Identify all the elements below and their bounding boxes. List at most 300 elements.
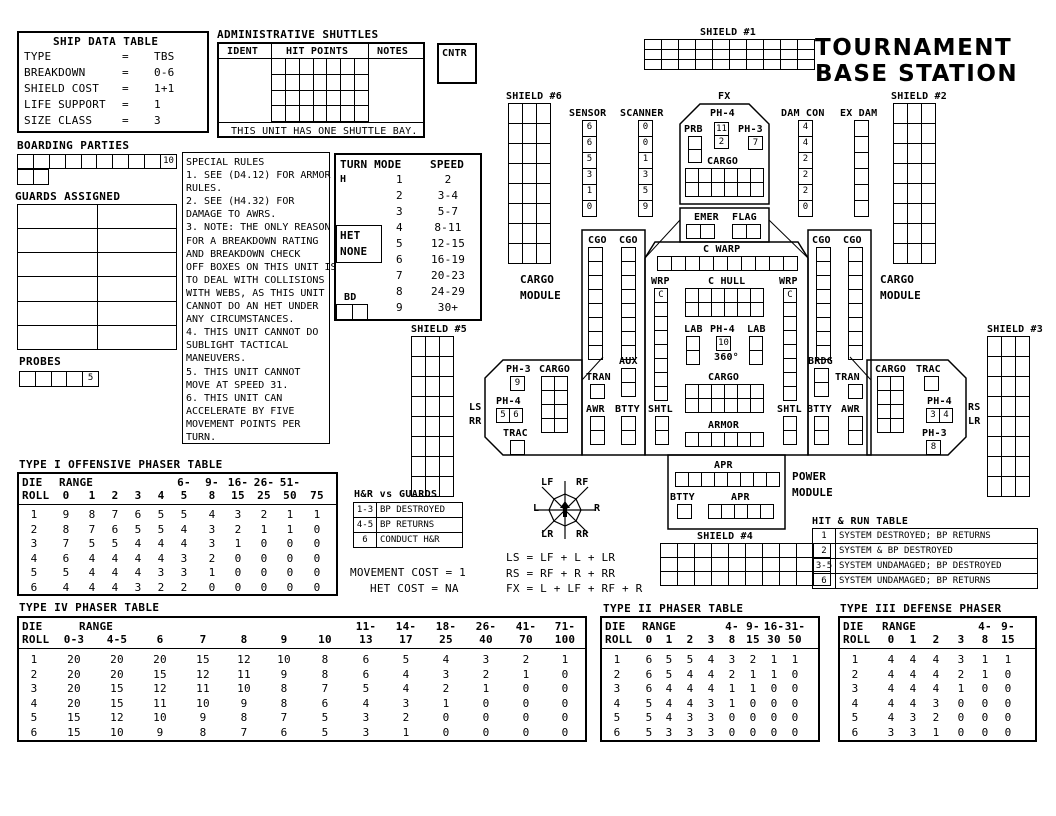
header-range: 8 — [208, 489, 216, 502]
cgo-left-1-boxes[interactable] — [588, 247, 603, 360]
table-cell: 7 — [111, 508, 119, 521]
center-ph4-box[interactable] — [716, 336, 731, 351]
center-ph4-arc: 360° — [714, 352, 739, 363]
cgo-left-1-label: CGO — [588, 235, 607, 246]
table-cell: 4 — [909, 696, 917, 710]
shtl-left-boxes[interactable] — [655, 416, 669, 445]
table — [353, 502, 463, 548]
table-cell: 0 — [770, 696, 778, 710]
cgo-right-1-label: CGO — [812, 235, 831, 246]
fx-cargo-label: CARGO — [707, 156, 739, 167]
roll-cell: 1-3 — [354, 503, 377, 518]
table-cell: 4 — [909, 682, 917, 695]
table-cell: 2 — [932, 711, 940, 724]
lab-left-boxes[interactable] — [686, 336, 700, 365]
header-range: 2 — [111, 489, 119, 502]
table-cell: 0 — [728, 725, 736, 739]
result-cell: SYSTEM & BP DESTROYED — [836, 544, 1038, 559]
prb-boxes[interactable] — [688, 136, 702, 163]
compass-r: R — [594, 503, 601, 514]
table-cell: 5 — [645, 711, 653, 724]
table-cell: 6 — [645, 682, 653, 695]
speed-value: 8-11 — [434, 221, 462, 234]
cgo-left-2-label: CGO — [619, 235, 638, 246]
table-cell: 8 — [280, 682, 288, 695]
table-cell: 9 — [156, 725, 164, 739]
btty-right-boxes[interactable] — [814, 416, 829, 445]
table-cell: 4 — [30, 551, 38, 565]
cargo-module-left-l1: CARGO — [520, 273, 555, 286]
table-cell: 15 — [196, 653, 210, 666]
title-line1: TOURNAMENT — [815, 35, 1013, 61]
box-value: 5 — [497, 409, 510, 423]
table-cell: 5 — [157, 508, 165, 521]
phaser1-heading: TYPE I OFFENSIVE PHASER TABLE — [19, 458, 223, 471]
header-top: DIE — [843, 620, 864, 633]
table-cell: 4 — [111, 566, 119, 579]
shtl-right-label: SHTL — [777, 404, 802, 415]
table-cell: 10 — [153, 711, 167, 724]
fx-ph3-box[interactable] — [748, 136, 763, 150]
cargo-module-right-l1: CARGO — [880, 273, 915, 286]
table-cell: 0 — [234, 566, 242, 579]
fx-cargo-boxes[interactable] — [685, 168, 764, 197]
tran-left-box[interactable] — [590, 384, 605, 399]
header-range: 7 — [199, 633, 207, 646]
table-cell: 10 — [110, 725, 124, 739]
emer-boxes[interactable] — [686, 224, 715, 239]
phaser2-heading: TYPE II PHASER TABLE — [603, 602, 744, 615]
header-range: 9 — [280, 633, 288, 646]
exdam-label: EX DAM — [840, 108, 878, 119]
table-cell: 0 — [981, 682, 989, 695]
header-range: 15 — [231, 489, 245, 502]
table-cell: 2 — [728, 667, 736, 681]
wrp-left-boxes[interactable] — [654, 288, 668, 401]
header-top: DIE — [22, 476, 43, 489]
table-cell: 5 — [111, 537, 119, 550]
box-value: 10 — [717, 337, 731, 351]
table-cell: 8 — [321, 667, 329, 681]
shield-3-label: SHIELD #3 — [987, 324, 1043, 335]
chull-label: C HULL — [708, 276, 746, 287]
lab-left-label: LAB — [684, 324, 703, 335]
table-cell: 4 — [111, 580, 119, 594]
table-cell: 4 — [686, 667, 694, 681]
table-cell: 4 — [887, 696, 895, 710]
header-top: DIE — [605, 620, 626, 633]
box-value: 0 — [583, 201, 597, 217]
box-value: 6 — [583, 137, 597, 153]
rule-line: MOVEMENT POINTS PER — [186, 418, 301, 430]
shield-6-label: SHIELD #6 — [506, 91, 562, 102]
header-range: 0 — [645, 633, 653, 646]
table-cell: 6 — [111, 522, 119, 536]
header-range: 30 — [767, 633, 781, 646]
awr-left-boxes[interactable] — [590, 416, 605, 445]
compass-lf: LF — [541, 477, 554, 488]
lab-right-boxes[interactable] — [749, 336, 763, 365]
table-cell: 0 — [208, 580, 216, 594]
table-cell: 0 — [561, 682, 569, 695]
breakdown-boxes[interactable] — [336, 304, 368, 320]
awr-right-boxes[interactable] — [848, 416, 863, 445]
table-cell: 4 — [707, 667, 715, 681]
roll-cell: 4-5 — [354, 518, 377, 533]
formula-rs: RS = RF + R + RR — [506, 567, 616, 580]
table-cell: 1 — [30, 653, 38, 666]
table-cell: 0 — [957, 696, 965, 710]
lw-ph4-boxes[interactable] — [496, 408, 523, 423]
table-cell: 3 — [134, 580, 142, 594]
fx-ph4-boxes[interactable] — [714, 122, 729, 149]
shield-4-boxes[interactable] — [660, 543, 831, 586]
table-cell: 4 — [88, 551, 96, 565]
table-cell: 7 — [280, 711, 288, 724]
cwarp-boxes[interactable] — [657, 256, 798, 271]
btty-left-boxes[interactable] — [621, 416, 636, 445]
table-cell: 3 — [362, 711, 370, 724]
rw-ph3-box[interactable] — [926, 440, 941, 455]
table-cell: 0 — [957, 725, 965, 739]
rw-trac-label: TRAC — [916, 364, 941, 375]
lw-trac-label: TRAC — [503, 428, 528, 439]
header-top: 51- — [279, 476, 301, 489]
cargo-module-right-l2: MODULE — [880, 289, 921, 302]
exdam-boxes[interactable] — [854, 120, 869, 217]
roll-cell: 1 — [813, 529, 836, 544]
box-value: C — [655, 289, 668, 303]
table-cell: 3 — [957, 653, 965, 666]
table-cell: 1 — [613, 653, 621, 666]
power-btty-box[interactable] — [677, 504, 692, 519]
formula-ls: LS = LF + L + LR — [506, 551, 616, 564]
table-cell: 0 — [561, 696, 569, 710]
table-cell: 4 — [665, 711, 673, 724]
header-top: 4- — [725, 620, 739, 633]
rw-ph4-boxes[interactable] — [926, 408, 953, 423]
armor-label: ARMOR — [708, 420, 740, 431]
table-cell: 3 — [613, 682, 621, 695]
lw-cargo-boxes[interactable] — [541, 376, 568, 433]
table-cell: 0 — [1004, 725, 1012, 739]
table-cell: 12 — [196, 667, 210, 681]
ship-data-value: 3 — [154, 114, 161, 127]
boarding-party-extra[interactable] — [17, 169, 49, 185]
table-cell: 11 — [196, 682, 210, 695]
table-cell: 3 — [157, 566, 165, 579]
shuttle-hit-point-boxes[interactable] — [271, 58, 369, 122]
table-cell: 1 — [957, 682, 965, 695]
awr-right-label: AWR — [841, 404, 860, 415]
speed-value: 12-15 — [430, 237, 466, 250]
table-cell: 3 — [686, 711, 694, 724]
table-cell: 3 — [909, 725, 917, 739]
table-cell: 20 — [153, 653, 167, 666]
table-cell: 5 — [134, 522, 142, 536]
header-range: 25 — [439, 633, 453, 646]
shield-2-boxes[interactable] — [893, 103, 936, 264]
ship-data-eq: = — [122, 50, 129, 63]
fx-ph3-label: PH-3 — [738, 124, 763, 135]
table-cell: 3 — [707, 711, 715, 724]
table-cell: 4 — [686, 696, 694, 710]
result-cell: SYSTEM UNDAMAGED; BP DESTROYED — [836, 559, 1038, 574]
turn-mode-value: 1 — [396, 173, 403, 186]
table-cell: 6 — [613, 725, 621, 739]
roll-cell: 6 — [354, 533, 377, 548]
apr-top-boxes[interactable] — [675, 472, 780, 487]
table-cell: 4 — [665, 682, 673, 695]
table-cell: 2 — [157, 580, 165, 594]
ship-data-heading: SHIP DATA TABLE — [53, 35, 159, 48]
shield-5-boxes[interactable] — [411, 336, 454, 497]
cgo-left-2-boxes[interactable] — [621, 247, 636, 360]
shield-6-boxes[interactable] — [508, 103, 551, 264]
table-cell: 6 — [362, 667, 370, 681]
table-cell: 2 — [234, 522, 242, 536]
box-value: 5 — [583, 153, 597, 169]
rw-rs-label: RS — [968, 402, 981, 413]
table-cell: 2 — [482, 667, 490, 681]
box-value: 8 — [927, 441, 941, 455]
rule-line: 4. THIS UNIT CANNOT DO — [186, 327, 319, 339]
table-cell: 4 — [62, 580, 70, 594]
table-cell: 4 — [134, 551, 142, 565]
header-top: RANGE — [642, 620, 677, 633]
cgo-right-1-boxes[interactable] — [816, 247, 831, 360]
flag-boxes[interactable] — [732, 224, 761, 239]
cntr-label: CNTR — [442, 48, 467, 59]
rule-line: CANNOT DO AN HET UNDER — [186, 301, 319, 313]
header-top: 9- — [1001, 620, 1015, 633]
btty-right-label: BTTY — [807, 404, 832, 415]
rw-trac-box[interactable] — [924, 376, 939, 391]
table-cell: 0 — [260, 551, 268, 565]
power-btty-label: BTTY — [670, 492, 695, 503]
armor-boxes[interactable] — [685, 432, 764, 447]
apr-bottom-boxes[interactable] — [708, 504, 774, 519]
rw-cargo-label: CARGO — [875, 364, 907, 375]
header-range: 4-5 — [106, 633, 128, 646]
shield-5-label: SHIELD #5 — [411, 324, 467, 335]
table-cell: 6 — [645, 653, 653, 666]
header-range: 10 — [318, 633, 332, 646]
speed-heading: SPEED — [430, 158, 465, 171]
rule-line: 2. SEE (H4.32) FOR — [186, 196, 295, 208]
roll-cell: 3-5 — [813, 559, 836, 574]
guards-heading: GUARDS ASSIGNED — [15, 190, 121, 203]
table-cell: 1 — [749, 682, 757, 695]
table-cell: 15 — [67, 711, 81, 724]
table-cell: 5 — [851, 711, 859, 724]
center-cargo-boxes[interactable] — [685, 384, 764, 413]
table-cell: 8 — [321, 653, 329, 666]
shuttles-col-notes: NOTES — [377, 46, 409, 57]
table-cell: 2 — [442, 682, 450, 695]
tran-left-label: TRAN — [586, 372, 611, 383]
table-cell: 20 — [67, 653, 81, 666]
shtl-right-boxes[interactable] — [783, 416, 797, 445]
fx-ph4-label: PH-4 — [710, 108, 735, 119]
table-cell: 1 — [770, 653, 778, 666]
header-range: 1 — [665, 633, 673, 646]
shield-1-boxes[interactable] — [644, 39, 815, 70]
table-cell: 0 — [1004, 682, 1012, 695]
ship-data-key: BREAKDOWN — [24, 66, 86, 79]
table-cell: 0 — [1004, 711, 1012, 724]
table-cell: 4 — [157, 551, 165, 565]
table-cell: 4 — [208, 508, 216, 521]
table-cell: 4 — [932, 667, 940, 681]
turn-mode-value: 5 — [396, 237, 403, 250]
table-cell: 11 — [153, 696, 167, 710]
table-cell: 4 — [887, 653, 895, 666]
header-top: RANGE — [882, 620, 917, 633]
table-cell: 5 — [665, 653, 673, 666]
table-cell: 0 — [791, 711, 799, 724]
box-value: 9 — [639, 201, 653, 217]
speed-value: 24-29 — [430, 285, 466, 298]
shuttles-col-hp: HIT POINTS — [286, 46, 349, 57]
table-cell: 0 — [482, 725, 490, 739]
table-cell: 3 — [707, 696, 715, 710]
table-cell: 0 — [791, 725, 799, 739]
ship-data-eq: = — [122, 66, 129, 79]
lw-ph3-box[interactable] — [510, 376, 525, 391]
table-cell: 1 — [932, 725, 940, 739]
table-cell: 3 — [208, 537, 216, 550]
header-top: RANGE — [79, 620, 114, 633]
shield-3-boxes[interactable] — [987, 336, 1030, 497]
table-cell: 15 — [153, 667, 167, 681]
header-top: 4- — [978, 620, 992, 633]
table-cell: 3 — [234, 508, 242, 521]
rule-line: ANY CIRCUMSTANCES. — [186, 314, 295, 326]
table-cell: 0 — [260, 566, 268, 579]
scanner-boxes[interactable] — [638, 120, 653, 217]
cwarp-label: C WARP — [703, 244, 741, 255]
table-cell: 0 — [522, 725, 530, 739]
table-cell: 4 — [88, 580, 96, 594]
btty-left-label: BTTY — [615, 404, 640, 415]
header-top: 11- — [355, 620, 377, 633]
compass-lr: LR — [541, 529, 554, 540]
table-cell: 5 — [62, 566, 70, 579]
header-range: 3 — [707, 633, 715, 646]
table-cell: 20 — [67, 682, 81, 695]
table-cell: 4 — [111, 551, 119, 565]
table-cell: 20 — [67, 667, 81, 681]
guards-boxes[interactable] — [17, 204, 177, 350]
turn-mode-table — [334, 153, 482, 321]
ship-data-value: 0-6 — [154, 66, 175, 79]
boarding-party-boxes[interactable] — [17, 154, 177, 169]
rw-ph4-label: PH-4 — [927, 396, 952, 407]
table-cell: 0 — [313, 551, 321, 565]
lw-ph3-label: PH-3 — [506, 364, 531, 375]
table-cell: 1 — [561, 653, 569, 666]
table-cell: 0 — [957, 711, 965, 724]
table-cell: 0 — [561, 725, 569, 739]
table-cell: 4 — [180, 522, 188, 536]
turn-mode-value: 6 — [396, 253, 403, 266]
table-cell: 6 — [851, 725, 859, 739]
table-cell: 0 — [286, 537, 294, 550]
table-cell: 12 — [237, 653, 251, 666]
table-cell: 0 — [770, 682, 778, 695]
tran-right-box[interactable] — [848, 384, 863, 399]
speed-value: 16-19 — [430, 253, 466, 266]
sensor-label: SENSOR — [569, 108, 607, 119]
header-range: 5 — [180, 489, 188, 502]
table-cell: 0 — [749, 711, 757, 724]
table-cell: 1 — [1004, 653, 1012, 666]
damcon-boxes[interactable] — [798, 120, 813, 217]
special-rules — [182, 152, 337, 444]
table-cell: 0 — [791, 682, 799, 695]
wrp-left-label: WRP — [651, 276, 670, 287]
title-line2: BASE STATION — [815, 61, 1019, 87]
speed-value: 2 — [444, 173, 452, 186]
table-cell: 3 — [30, 682, 38, 695]
header-top: DIE — [22, 620, 43, 633]
table-cell: 6 — [645, 667, 653, 681]
table-cell: 4 — [157, 537, 165, 550]
table-cell: 3 — [402, 696, 410, 710]
header-top: RANGE — [59, 476, 94, 489]
table-cell: 0 — [482, 696, 490, 710]
lw-trac-box[interactable] — [510, 440, 525, 455]
wrp-right-boxes[interactable] — [783, 288, 797, 401]
box-value: 5 — [639, 185, 653, 201]
table-cell: 1 — [522, 667, 530, 681]
table-cell: 8 — [88, 508, 96, 521]
brdg-boxes[interactable] — [814, 368, 829, 397]
table-cell: 4 — [909, 653, 917, 666]
table-cell: 9 — [280, 667, 288, 681]
header-range: 50 — [788, 633, 802, 646]
rw-cargo-boxes[interactable] — [877, 376, 904, 433]
table-cell: 4 — [180, 537, 188, 550]
sensor-boxes[interactable] — [582, 120, 597, 217]
probe-boxes[interactable] — [19, 371, 99, 387]
table-cell: 20 — [110, 653, 124, 666]
header-range: 1 — [909, 633, 917, 646]
table-cell: 4 — [851, 696, 859, 710]
turn-mode-value: 3 — [396, 205, 403, 218]
table-cell: 1 — [234, 537, 242, 550]
header-range: 17 — [399, 633, 413, 646]
lw-rr-label: RR — [469, 416, 482, 427]
table-cell: 10 — [196, 696, 210, 710]
table-cell: 1 — [260, 522, 268, 536]
table-cell: 0 — [1004, 667, 1012, 681]
box-value: 1 — [583, 185, 597, 201]
table-cell: 4 — [887, 667, 895, 681]
rw-ph3-label: PH-3 — [922, 428, 947, 439]
box-value: 9 — [511, 377, 525, 391]
rule-line: WITH WEBS, AS THIS UNIT — [186, 287, 325, 299]
aux-boxes[interactable] — [621, 368, 636, 397]
cgo-right-2-boxes[interactable] — [848, 247, 863, 360]
table-cell: 4 — [909, 667, 917, 681]
header-range: 8 — [981, 633, 989, 646]
cntr-box[interactable] — [437, 43, 477, 84]
header-range: 3 — [134, 489, 142, 502]
phaser3-heading: TYPE III DEFENSE PHASER — [840, 602, 1002, 615]
chull-boxes[interactable] — [685, 288, 764, 317]
